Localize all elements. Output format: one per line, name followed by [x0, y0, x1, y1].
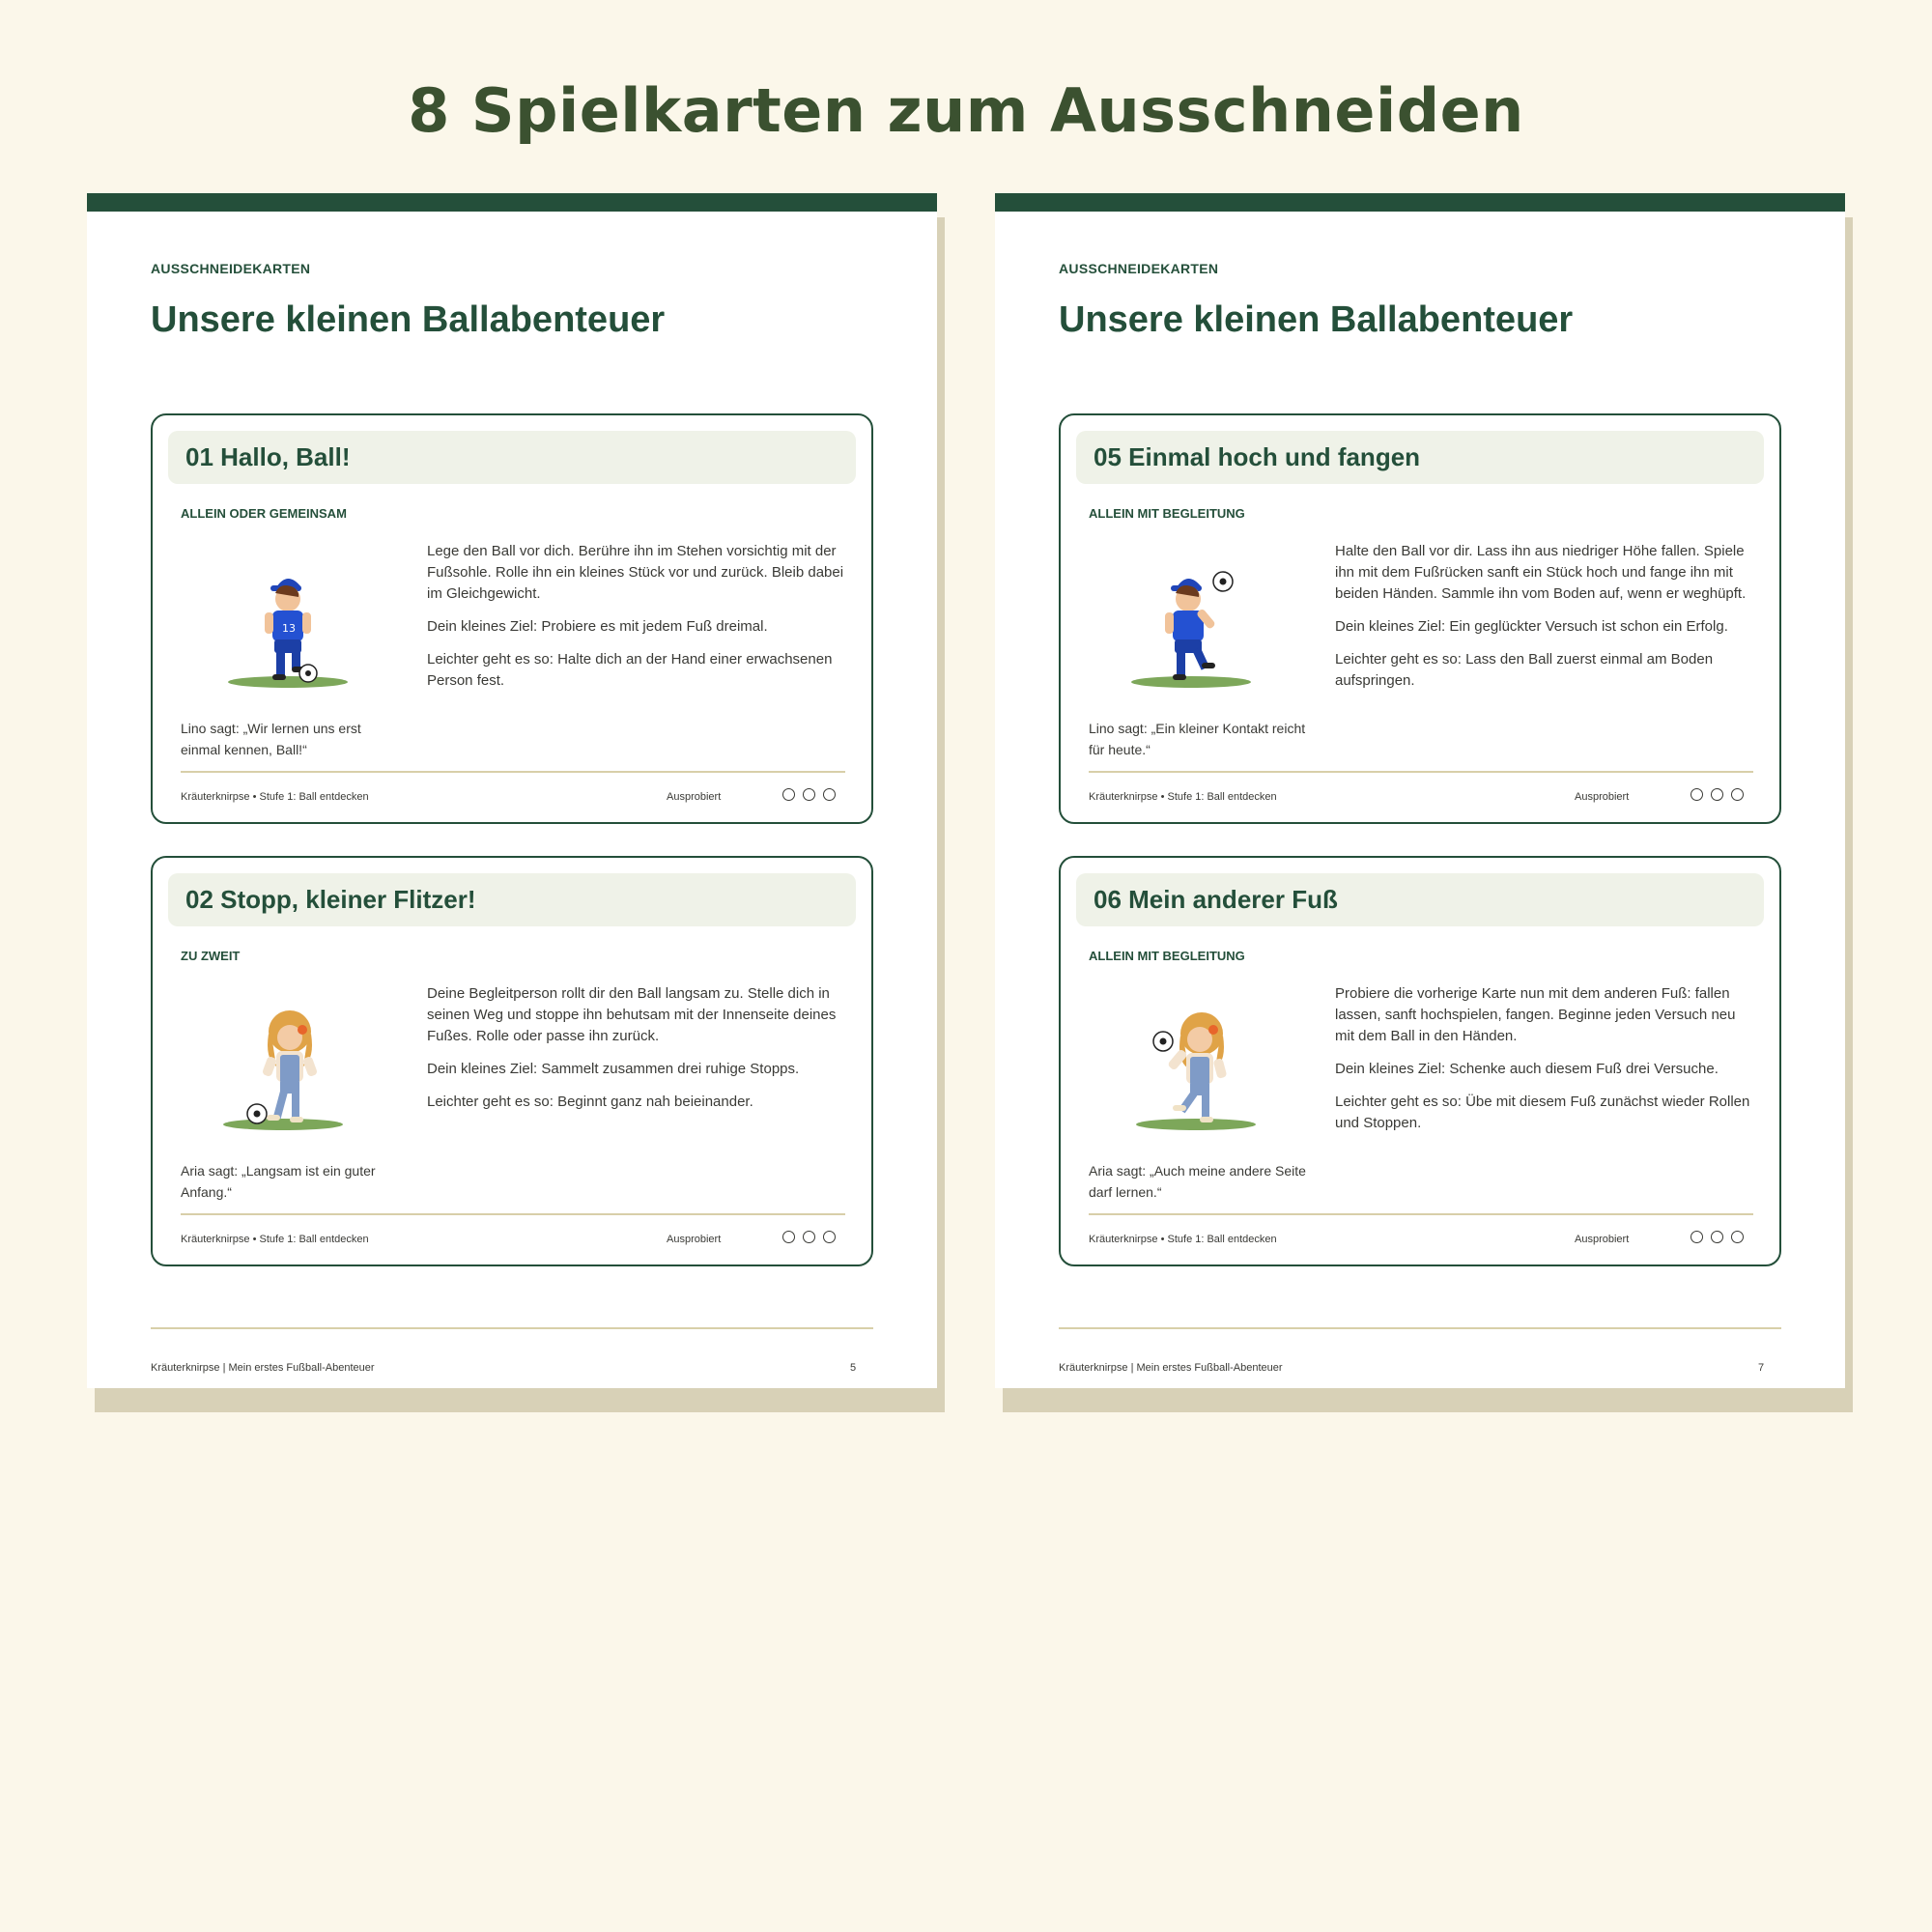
page-eyebrow: AUSSCHNEIDEKARTEN	[1059, 261, 1219, 276]
main-title: 8 Spielkarten zum Ausschneiden	[408, 75, 1524, 146]
card-instruction: Lege den Ball vor dich. Berühre ihn im Stehen vorsichtig mit der Fußsohle. Rolle ihn ein kleines Stück vor und zurück. Bleib dabei im Gleichgewicht.	[427, 543, 844, 602]
card-goal: Dein kleines Ziel: Probiere es mit jedem Fuß dreimal.	[427, 618, 768, 635]
card-goal: Dein kleines Ziel: Schenke auch diesem Fuß drei Versuche.	[1335, 1061, 1719, 1077]
card-header	[1076, 431, 1764, 484]
card-text	[1335, 541, 1756, 703]
card-footer-series: Kräuterknirpse • Stufe 1: Ball entdecken	[181, 791, 369, 803]
card-text	[427, 541, 848, 703]
card-easier: Leichter geht es so: Übe mit diesem Fuß zunächst wieder Rollen und Stoppen.	[1335, 1094, 1750, 1131]
page-heading: Unsere kleinen Ballabenteuer	[1059, 299, 1574, 340]
page-number: 5	[850, 1362, 857, 1374]
card-instruction: Deine Begleitperson rollt dir den Ball langsam zu. Stelle dich in seinen Weg und stoppe ihn behutsam mit der Innenseite deines Fußes. Rolle oder passe ihn zurück.	[427, 985, 837, 1044]
tried-checkbox[interactable]	[1731, 1231, 1744, 1243]
game-card	[1059, 413, 1781, 824]
page-heading: Unsere kleinen Ballabenteuer	[151, 299, 666, 340]
card-goal: Dein kleines Ziel: Sammelt zusammen drei ruhige Stopps.	[427, 1061, 800, 1077]
page-footer-text: Kräuterknirpse | Mein erstes Fußball-Abenteuer	[151, 1362, 375, 1374]
tried-checkboxes	[782, 788, 836, 806]
tried-checkbox[interactable]	[803, 1231, 815, 1243]
tried-checkbox[interactable]	[823, 788, 836, 801]
tried-checkbox[interactable]	[803, 788, 815, 801]
page-eyebrow: AUSSCHNEIDEKARTEN	[151, 261, 311, 276]
card-title: 05 Einmal hoch und fangen	[1094, 442, 1421, 471]
card-header	[1076, 873, 1764, 926]
page-footer-text: Kräuterknirpse | Mein erstes Fußball-Abenteuer	[1059, 1362, 1283, 1374]
girl-juggling-ball-illustration	[1080, 991, 1312, 1141]
boy-stepping-on-ball-illustration	[172, 549, 404, 698]
card-footer-series: Kräuterknirpse • Stufe 1: Ball entdecken	[181, 1234, 369, 1245]
game-card	[151, 856, 873, 1266]
card-quote: Aria sagt: „Auch meine andere Seite darf lernen.“	[1089, 1163, 1306, 1200]
card-tag: ALLEIN ODER GEMEINSAM	[181, 506, 347, 521]
page-footer-divider	[1059, 1327, 1781, 1329]
card-footer-tried-label: Ausprobiert	[1575, 1234, 1630, 1245]
tried-checkbox[interactable]	[1690, 788, 1703, 801]
card-instruction: Halte den Ball vor dir. Lass ihn aus niedriger Höhe fallen. Spiele ihn mit dem Fußrücken sanft ein Stück hoch und fange ihn mit beiden Händen. Sammle ihn vom Boden auf, wenn er weghüpft.	[1335, 543, 1747, 602]
card-tag: ALLEIN MIT BEGLEITUNG	[1089, 949, 1245, 963]
card-header	[168, 873, 856, 926]
card-footer-series: Kräuterknirpse • Stufe 1: Ball entdecken	[1089, 791, 1277, 803]
card-title: 02 Stopp, kleiner Flitzer!	[185, 885, 476, 914]
card-easier: Leichter geht es so: Beginnt ganz nah beieinander.	[427, 1094, 753, 1110]
card-quote: Lino sagt: „Wir lernen uns erst einmal kennen, Ball!“	[181, 721, 361, 757]
card-divider	[181, 771, 845, 773]
card-quote: Aria sagt: „Langsam ist ein guter Anfang.“	[181, 1163, 376, 1200]
card-easier: Leichter geht es so: Halte dich an der Hand einer erwachsenen Person fest.	[427, 651, 833, 689]
card-footer-series: Kräuterknirpse • Stufe 1: Ball entdecken	[1089, 1234, 1277, 1245]
page-right	[995, 193, 1845, 1388]
tried-checkbox[interactable]	[1690, 1231, 1703, 1243]
card-footer-tried-label: Ausprobiert	[667, 1234, 722, 1245]
boy-juggling-ball-illustration	[1080, 549, 1312, 698]
tried-checkboxes	[782, 1231, 836, 1248]
tried-checkboxes	[1690, 1231, 1744, 1248]
tried-checkbox[interactable]	[1711, 1231, 1723, 1243]
tried-checkbox[interactable]	[1711, 788, 1723, 801]
girl-stopping-ball-illustration	[172, 991, 404, 1141]
tried-checkbox[interactable]	[782, 1231, 795, 1243]
card-text	[1335, 983, 1756, 1146]
card-footer-tried-label: Ausprobiert	[1575, 791, 1630, 803]
card-tag: ZU ZWEIT	[181, 949, 241, 963]
card-easier: Leichter geht es so: Lass den Ball zuerst einmal am Boden aufspringen.	[1335, 651, 1714, 689]
game-card	[151, 413, 873, 824]
card-divider	[1089, 1213, 1753, 1215]
game-card	[1059, 856, 1781, 1266]
card-divider	[181, 1213, 845, 1215]
card-footer-tried-label: Ausprobiert	[667, 791, 722, 803]
page-footer-divider	[151, 1327, 873, 1329]
card-divider	[1089, 771, 1753, 773]
page-left	[87, 193, 937, 1388]
card-title: 01 Hallo, Ball!	[185, 442, 351, 471]
card-instruction: Probiere die vorherige Karte nun mit dem anderen Fuß: fallen lassen, sanft hochspielen, fangen. Beginne jeden Versuch neu mit dem Ball in den Händen.	[1335, 985, 1736, 1044]
svg-text:13: 13	[282, 622, 296, 635]
card-quote: Lino sagt: „Ein kleiner Kontakt reicht für heute.“	[1089, 721, 1306, 757]
tried-checkbox[interactable]	[782, 788, 795, 801]
tried-checkboxes	[1690, 788, 1744, 806]
card-title: 06 Mein anderer Fuß	[1094, 885, 1338, 914]
tried-checkbox[interactable]	[823, 1231, 836, 1243]
tried-checkbox[interactable]	[1731, 788, 1744, 801]
card-goal: Dein kleines Ziel: Ein geglückter Versuch ist schon ein Erfolg.	[1335, 618, 1728, 635]
card-tag: ALLEIN MIT BEGLEITUNG	[1089, 506, 1245, 521]
card-header	[168, 431, 856, 484]
card-text	[427, 983, 848, 1124]
page-number: 7	[1758, 1362, 1765, 1374]
